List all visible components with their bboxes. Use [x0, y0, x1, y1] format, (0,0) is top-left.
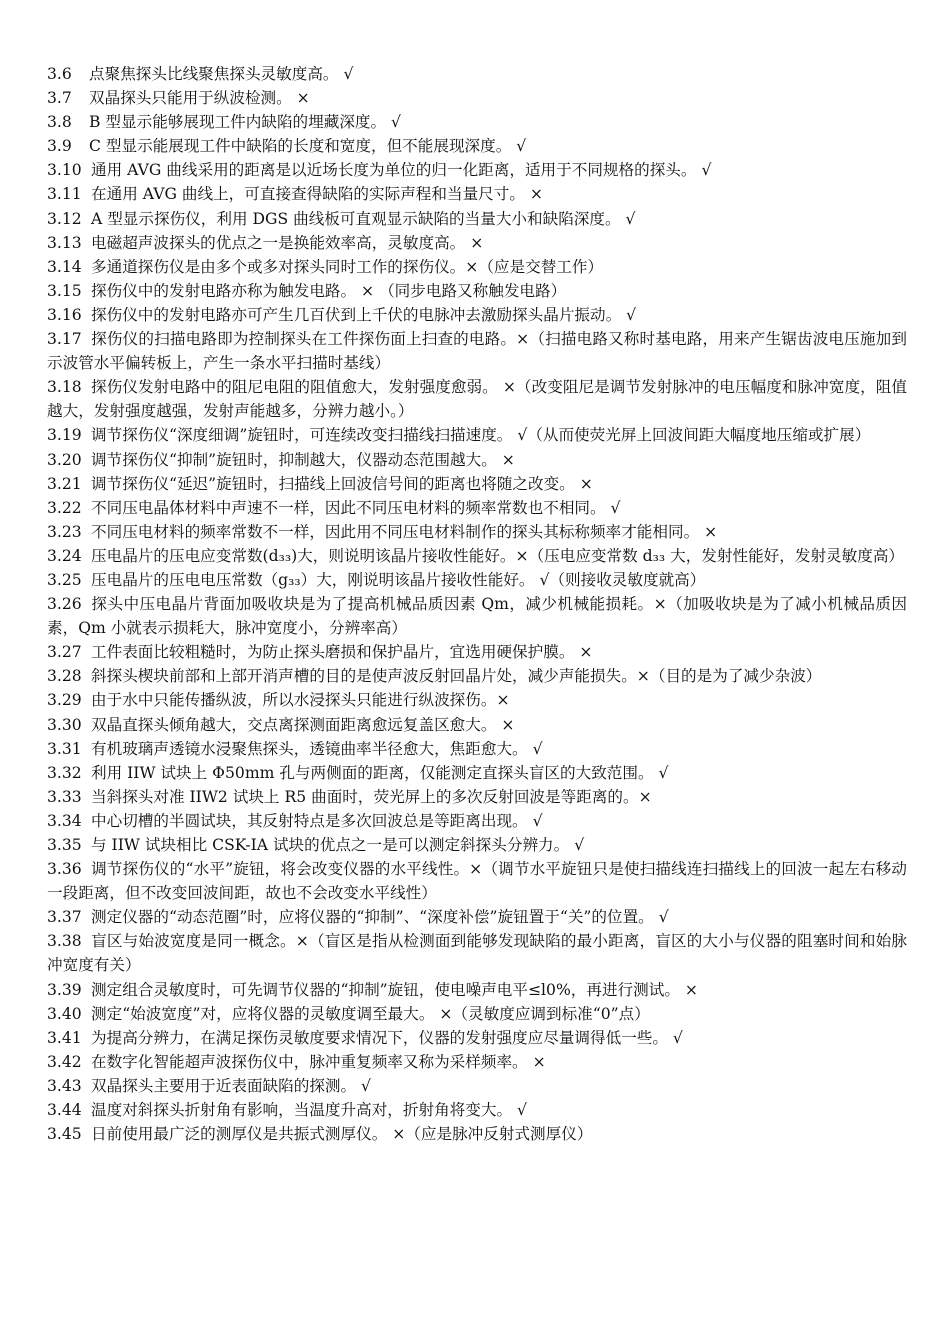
question-text: 在通用 AVG 曲线上，可直接查得缺陷的实际声程和当量尺寸。 × [91, 185, 543, 204]
question-item [47, 472, 907, 496]
question-text: 不同压电材料的频率常数不一样，因此用不同压电材料制作的探头其标称频率才能相同。 × [91, 522, 718, 541]
question-text: B 型显示能够展现工件内缺陷的埋藏深度。 √ [89, 113, 401, 132]
question-number: 3.12 [47, 209, 82, 228]
question-item [47, 785, 907, 809]
question-text: 为提高分辨力，在满足探伤灵敏度要求情况下，仪器的发射强度应尽量调得低一些。 √ [91, 1028, 683, 1047]
question-text: 当斜探头对准 IIW2 试块上 R5 曲面时，荧光屏上的多次反射回波是等距离的。× [91, 787, 652, 806]
question-item [47, 761, 907, 785]
question-item [47, 303, 907, 327]
question-text: 日前使用最广泛的测厚仪是共振式测厚仪。 ×（应是脉冲反射式测厚仪） [91, 1125, 593, 1144]
question-number: 3.31 [47, 739, 82, 758]
question-item [47, 544, 907, 568]
question-item [47, 231, 907, 255]
question-number: 3.6 [47, 65, 72, 83]
question-item [47, 496, 907, 520]
question-item [47, 1122, 907, 1146]
question-text: 斜探头楔块前部和上部开消声槽的目的是使声波反射回晶片处，减少声能损失。×（目的是为了减少杂波） [91, 667, 822, 686]
question-text: 调节探伤仪“深度细调”旋钮时，可连续改变扫描线扫描速度。 √（从而使荧光屏上回波间距大幅度地压缩或扩展） [91, 426, 871, 445]
question-item [47, 62, 907, 86]
question-item [47, 520, 907, 544]
question-text: 测定组合灵敏度时，可先调节仪器的“抑制”旋钮，使电噪声电平≤l0%，再进行测试。 × [91, 980, 698, 999]
question-text: 探伤仪发射电路中的阻尼电阻的阻值愈大，发射强度愈弱。 ×（改变阻尼是调节发射脉冲的电压幅度和脉冲宽度，阻值越大，发射强度越强，发射声能越多，分辨力越小。） [47, 378, 907, 421]
question-number: 3.38 [47, 932, 82, 951]
question-number: 3.21 [47, 474, 82, 493]
question-text: 测定仪器的“动态范圈”时，应将仪器的“抑制”、“深度补偿”旋钮置于“关”的位置。 √ [91, 908, 669, 927]
question-item [47, 809, 907, 833]
question-number: 3.16 [47, 305, 82, 324]
question-number: 3.26 [47, 595, 82, 614]
question-number: 3.34 [47, 811, 82, 830]
question-item [47, 568, 907, 592]
question-number: 3.39 [47, 980, 82, 999]
question-text: 电磁超声波探头的优点之一是换能效率高，灵敏度高。 × [91, 233, 484, 252]
question-text: C 型显示能展现工件中缺陷的长度和宽度，但不能展现深度。 √ [89, 137, 527, 156]
question-text: 探伤仪中的发射电路亦称为触发电路。 × （同步电路又称触发电路） [91, 281, 567, 300]
question-text: 点聚焦探头比线聚焦探头灵敏度高。 √ [89, 65, 354, 83]
question-text: 利用 IIW 试块上 Φ50mm 孔与两侧面的距离，仅能测定直探头盲区的大致范围。 √ [91, 763, 669, 782]
question-item [47, 592, 907, 640]
question-item [47, 448, 907, 472]
question-item [47, 833, 907, 857]
question-number: 3.43 [47, 1076, 82, 1095]
question-item [47, 110, 907, 134]
question-item [47, 640, 907, 664]
question-item [47, 978, 907, 1002]
question-item [47, 86, 907, 110]
question-item [47, 182, 907, 206]
question-item [47, 737, 907, 761]
question-text: 温度对斜探头折射角有影响，当温度升高对，折射角将变大。 √ [91, 1101, 527, 1120]
question-number: 3.22 [47, 498, 82, 517]
question-number: 3.37 [47, 908, 82, 927]
question-number: 3.30 [47, 715, 82, 734]
question-item [47, 688, 907, 712]
question-number: 3.41 [47, 1028, 82, 1047]
question-item [47, 327, 907, 375]
question-item [47, 1002, 907, 1026]
question-number: 3.45 [47, 1125, 82, 1144]
question-number: 3.8 [47, 113, 72, 132]
question-number: 3.18 [47, 378, 82, 397]
question-text: 由于水中只能传播纵波，所以水浸探头只能进行纵波探伤。× [91, 691, 510, 710]
question-text: 与 IIW 试块相比 CSK-IA 试块的优点之一是可以测定斜探头分辨力。 √ [91, 836, 585, 854]
question-text: 不同压电晶体材料中声速不一样，因此不同压电材料的频率常数也不相同。 √ [91, 498, 621, 517]
question-item [47, 207, 907, 231]
question-text: 中心切槽的半圆试块，其反射特点是多次回波总是等距离出现。 √ [91, 811, 543, 830]
question-number: 3.23 [47, 522, 82, 541]
question-number: 3.42 [47, 1052, 82, 1071]
question-text: 双晶直探头倾角越大，交点离探测面距离愈远复盖区愈大。 × [91, 715, 515, 734]
question-number: 3.20 [47, 450, 82, 469]
question-number: 3.28 [47, 667, 82, 686]
question-item [47, 1074, 907, 1098]
question-text: 有机玻璃声透镜水浸聚焦探头，透镜曲率半径愈大，焦距愈大。 √ [91, 739, 543, 758]
question-item [47, 375, 907, 423]
question-text: 多通道探伤仪是由多个或多对探头同时工作的探伤仪。×（应是交替工作） [91, 257, 604, 276]
question-number: 3.40 [47, 1004, 82, 1023]
question-text: 双晶探头只能用于纵波检测。 × [89, 89, 310, 108]
question-number: 3.10 [47, 161, 82, 180]
question-item [47, 279, 907, 303]
question-item [47, 1098, 907, 1122]
question-number: 3.17 [47, 330, 82, 349]
question-item [47, 1050, 907, 1074]
question-item [47, 857, 907, 905]
question-text: 双晶探头主要用于近表面缺陷的探测。 √ [91, 1076, 371, 1095]
question-number: 3.15 [47, 281, 82, 300]
question-number: 3.27 [47, 643, 82, 662]
question-number: 3.14 [47, 257, 82, 276]
question-text: 调节探伤仪的“水平”旋钮，将会改变仪器的水平线性。×（调节水平旋钮只是使扫描线连扫描线上的回波一起左右移动一段距离，但不改变回波间距，故也不会改变水平线性） [47, 860, 907, 903]
question-number: 3.33 [47, 787, 82, 806]
question-text: 探伤仪的扫描电路即为控制探头在工件探伤面上扫查的电路。×（扫描电路又称时基电路，用来产生锯齿波电压施加到示波管水平偏转板上，产生一条水平扫描时基线） [47, 330, 907, 373]
question-number: 3.44 [47, 1101, 82, 1120]
question-item [47, 255, 907, 279]
question-item [47, 905, 907, 929]
document-body [47, 62, 907, 1146]
question-item [47, 664, 907, 688]
question-number: 3.35 [47, 836, 82, 854]
question-item [47, 713, 907, 737]
question-number: 3.36 [47, 860, 82, 879]
question-text: 测定“始波宽度”对，应将仪器的灵敏度调至最大。 ×（灵敏度应调到标准“0”点） [91, 1004, 650, 1023]
question-text: 调节探伤仪“延迟”旋钮时，扫描线上回波信号间的距离也将随之改变。 × [91, 474, 593, 493]
question-text: 通用 AVG 曲线采用的距离是以近场长度为单位的归一化距离，适用于不同规格的探头。 √ [91, 161, 712, 180]
question-item [47, 1026, 907, 1050]
question-text: 调节探伤仪“抑制”旋钮时，抑制越大，仪器动态范围越大。 × [91, 450, 515, 469]
question-text: 压电晶片的压电应变常数(d₃₃)大，则说明该晶片接收性能好。×（压电应变常数 d₃₃ 大，发射性能好，发射灵敏度高） [91, 546, 905, 565]
question-number: 3.29 [47, 691, 82, 710]
question-text: 探头中压电晶片背面加吸收块是为了提高机械品质因素 Qm，减少机械能损耗。×（加吸收块是为了减小机械品质因素，Qm 小就表示损耗大，脉冲宽度小，分辨率高） [47, 595, 907, 638]
question-number: 3.32 [47, 763, 82, 782]
question-item [47, 158, 907, 182]
question-number: 3.24 [47, 546, 82, 565]
question-text: 压电晶片的压电电压常数（g₃₃）大，刚说明该晶片接收性能好。 √（则接收灵敏度就高） [91, 570, 706, 589]
question-number: 3.19 [47, 426, 82, 445]
question-item [47, 134, 907, 158]
question-text: 盲区与始波宽度是同一概念。×（盲区是指从检测面到能够发现缺陷的最小距离，盲区的大小与仪器的阻塞时间和始脉冲宽度有关） [47, 932, 907, 975]
question-number: 3.7 [47, 89, 72, 108]
question-item [47, 423, 907, 447]
question-number: 3.9 [47, 137, 72, 156]
question-number: 3.11 [47, 185, 82, 204]
question-number: 3.13 [47, 233, 82, 252]
question-number: 3.25 [47, 570, 82, 589]
question-text: 探伤仪中的发射电路亦可产生几百伏到上千伏的电脉冲去激励探头晶片振动。 √ [91, 305, 637, 324]
question-text: A 型显示探伤仪，利用 DGS 曲线板可直观显示缺陷的当量大小和缺陷深度。 √ [91, 209, 636, 228]
question-item [47, 929, 907, 977]
question-text: 工件表面比较粗糙时，为防止探头磨损和保护晶片，宜选用硬保护膜。 × [91, 643, 593, 662]
question-text: 在数字化智能超声波探伤仪中，脉冲重复频率又称为采样频率。 × [91, 1052, 546, 1071]
